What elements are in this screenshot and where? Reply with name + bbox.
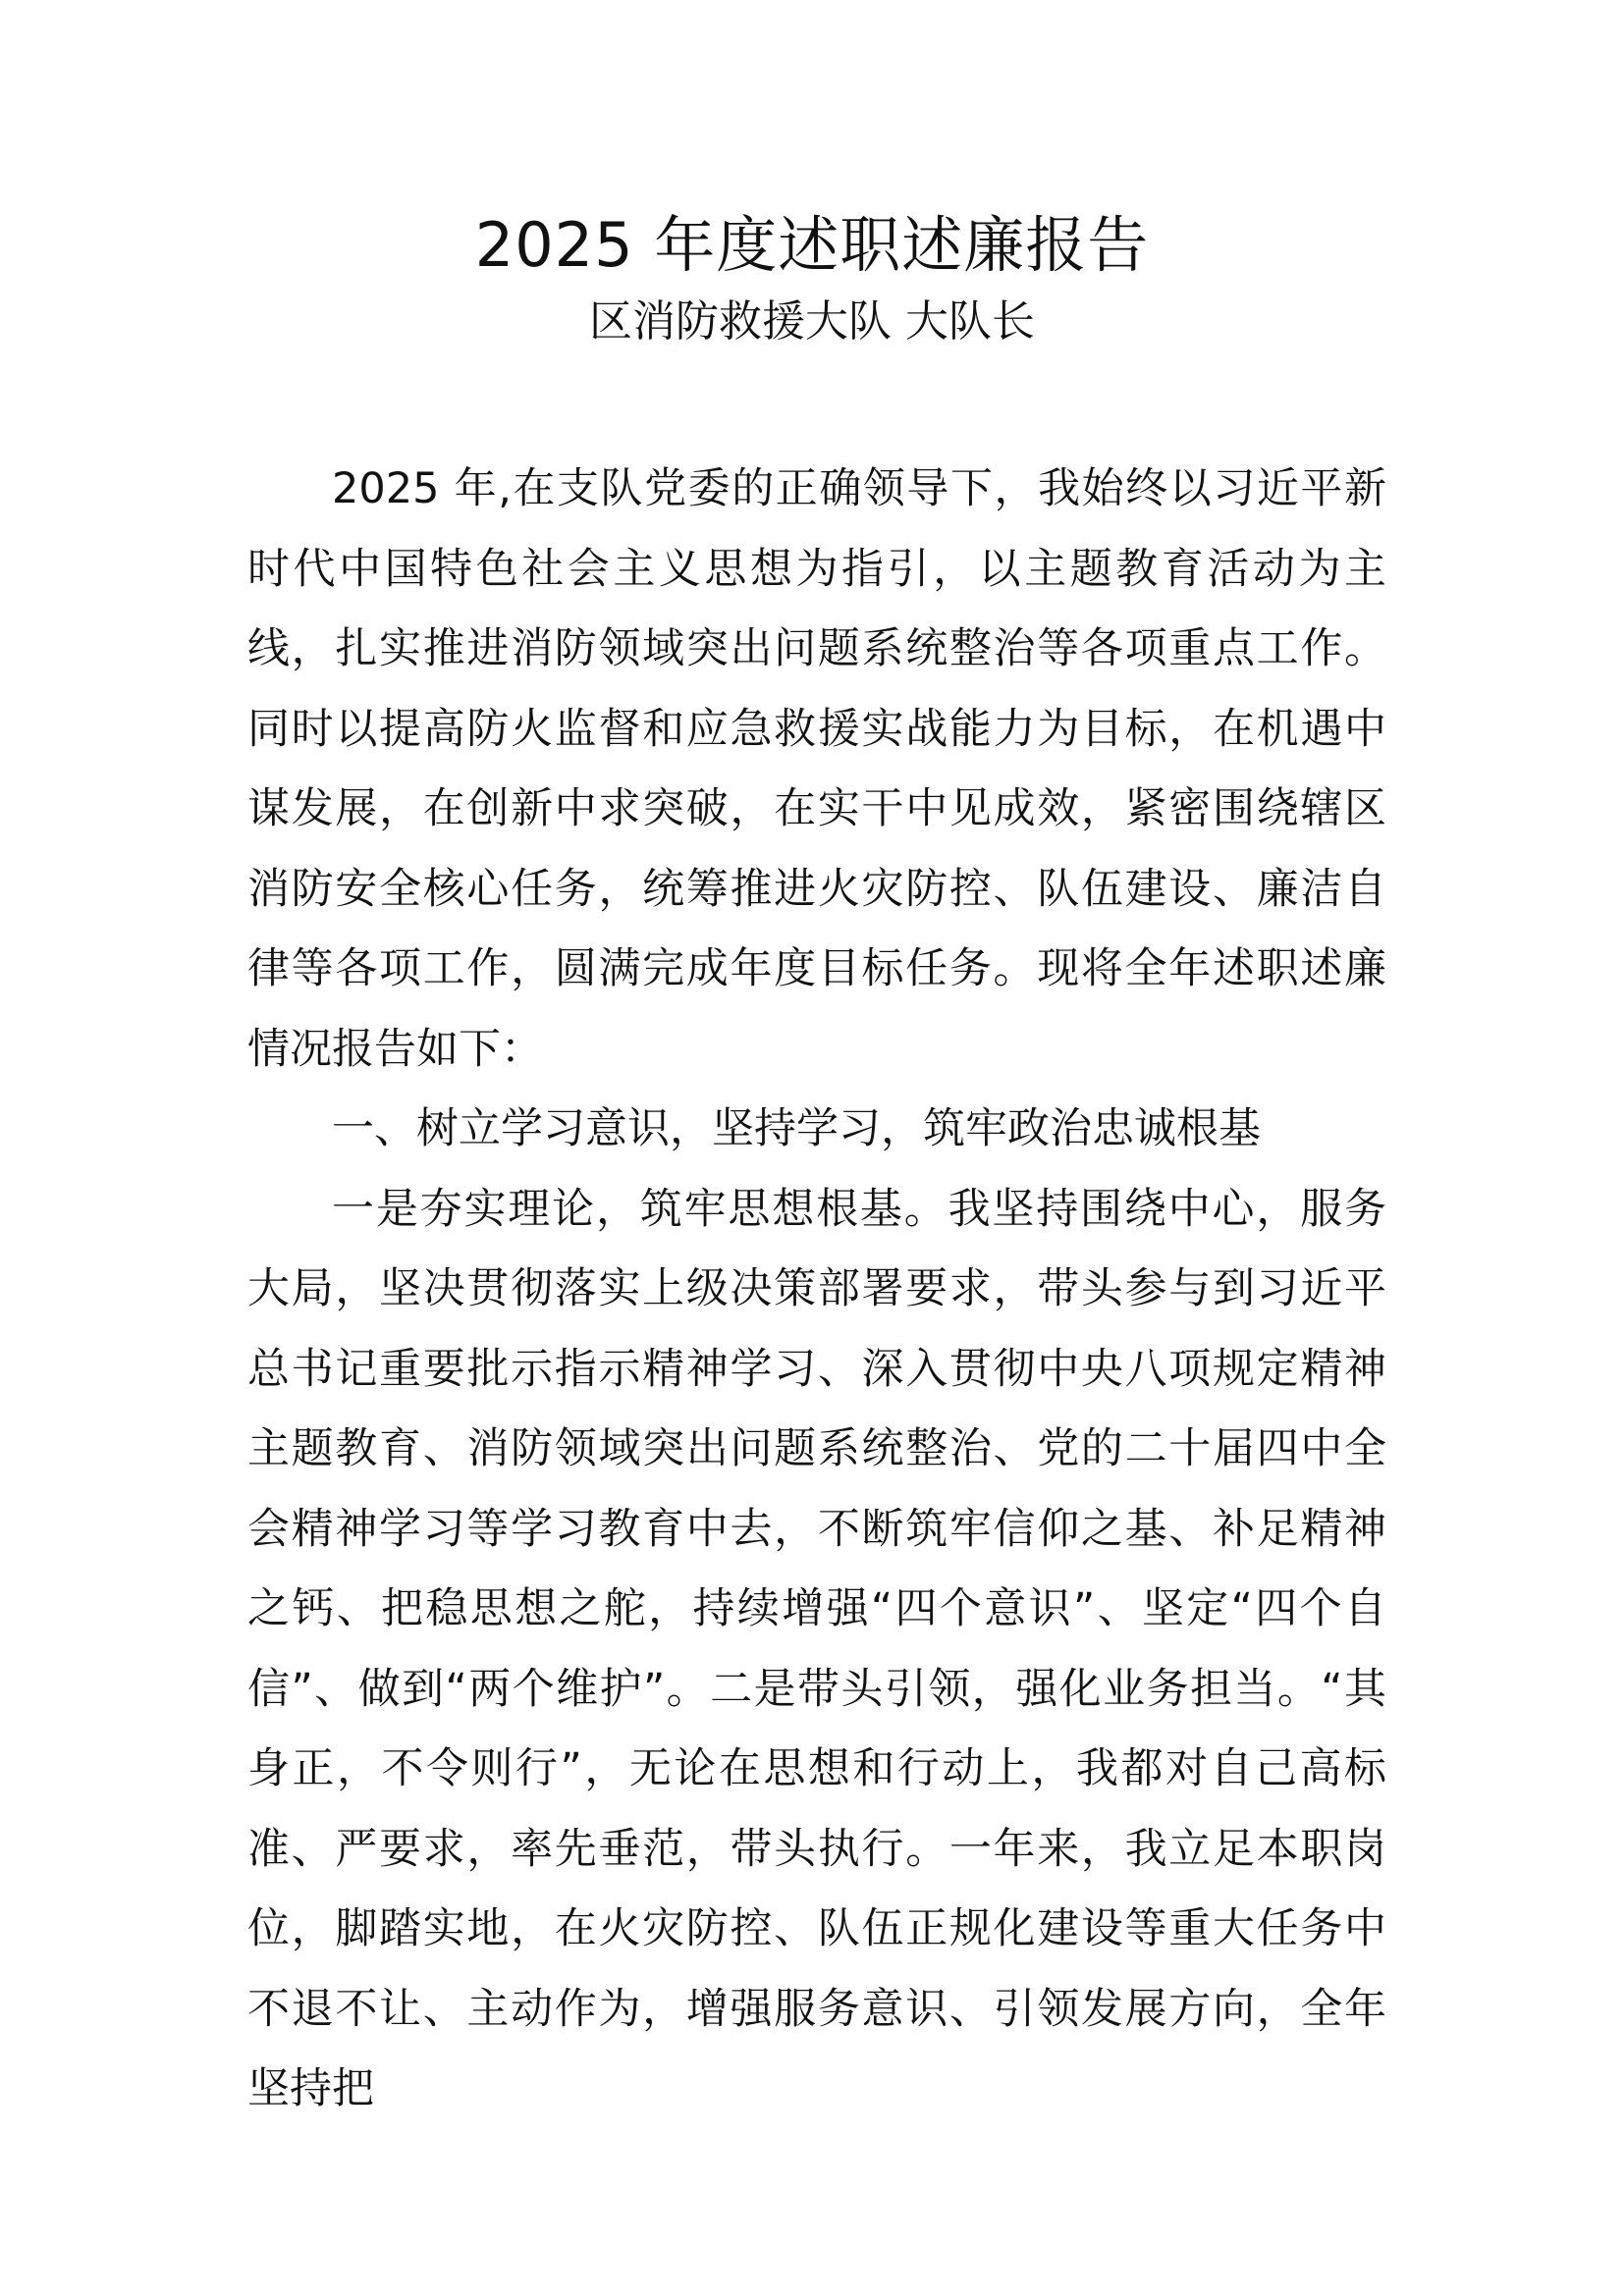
intro-paragraph: 2025 年,在支队党委的正确领导下，我始终以习近平新时代中国特色社会主义思想为指引，以主题教育活动为主线，扎实推进消防领域突出问题系统整治等各项重点工作。同时以提高防火监督和应急救援实战能力为目标，在机遇中谋发展，在创新中求突破，在实干中见成效，紧密围绕辖区消防安全核心任务，统筹推进火灾防控、队伍建设、廉洁自律等各项工作，圆满完成年度目标任务。现将全年述职述廉情况报告如下：	[247, 464, 1386, 1074]
document-title: 2025 年度述职述廉报告	[474, 209, 1150, 281]
section-heading-1: 一、树立学习意识，坚持学习，筑牢政治忠诚根基	[332, 1104, 1261, 1153]
section-paragraph-1: 一是夯实理论，筑牢思想根基。我坚持围绕中心，服务大局，坚决贯彻落实上级决策部署要求，带头参与到习近平总书记重要批示指示精神学习、深入贯彻中央八项规定精神主题教育、消防领域突出问题系统整治、党的二十届四中全会精神学习等学习教育中去，不断筑牢信仰之基、补足精神之钙、把稳思想之舵，持续增强“四个意识”、坚定“四个自信”、做到“两个维护”。二是带头引领，强化业务担当。“其身正，不令则行”，无论在思想和行动上，我都对自己高标准、严要求，率先垂范，带头执行。一年来，我立足本职岗位，脚踏实地，在火灾防控、队伍正规化建设等重大任务中不退不让、主动作为，增强服务意识、引领发展方向，全年坚持把	[247, 1184, 1386, 2113]
document-subtitle: 区消防救援大队 大队长	[589, 296, 1035, 347]
document-body	[247, 450, 1386, 2130]
